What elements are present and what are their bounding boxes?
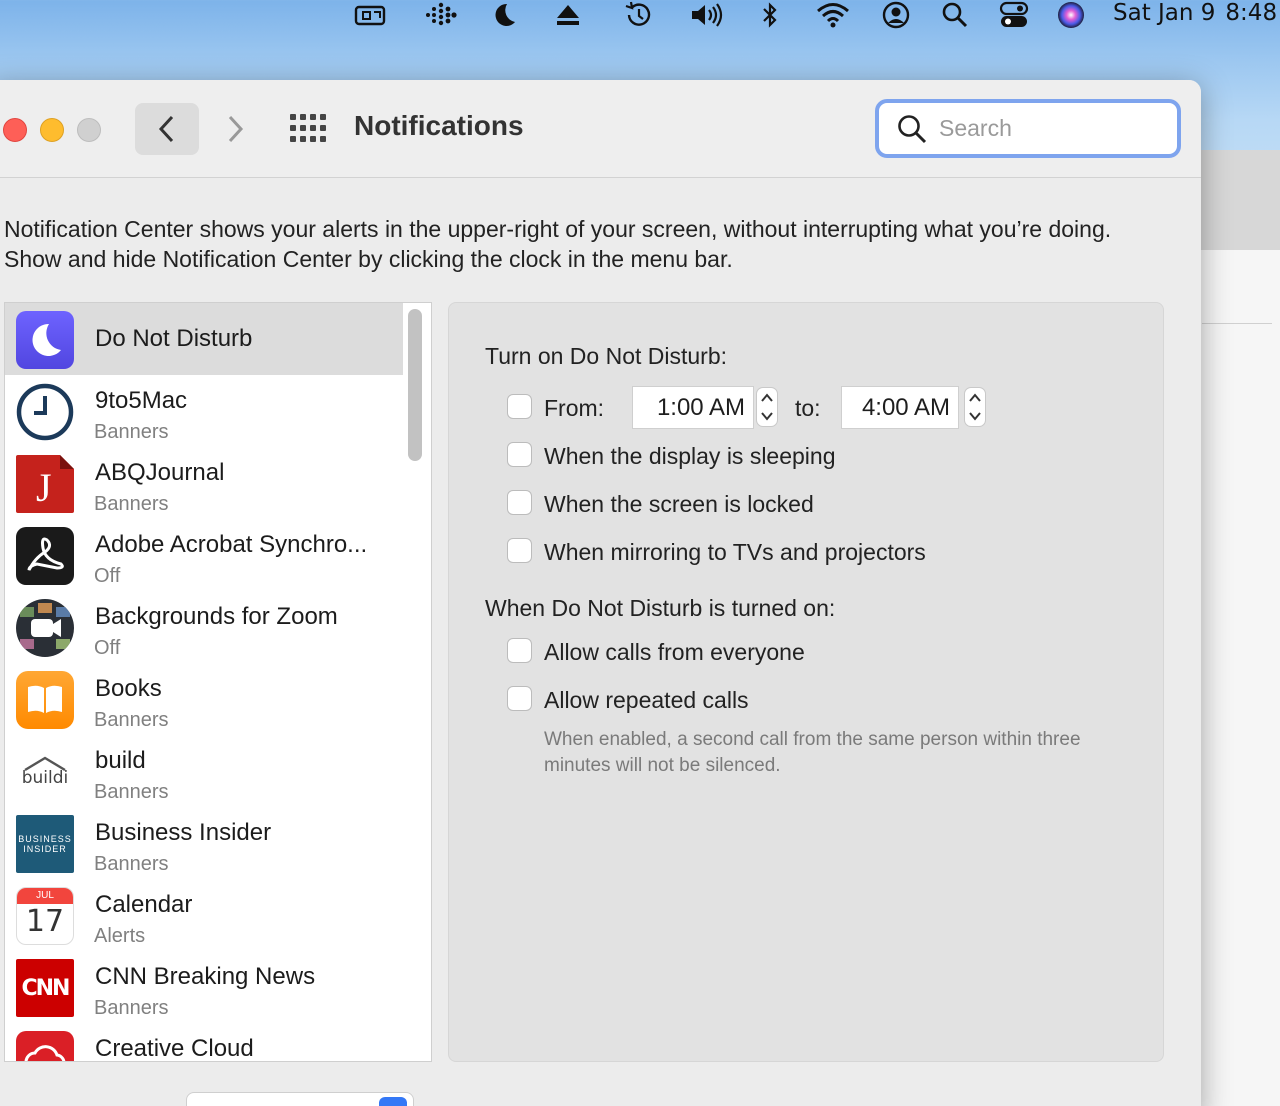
to-time-field[interactable]: 4:00 AM bbox=[841, 386, 959, 429]
build-icon bbox=[16, 743, 74, 801]
background-window-content bbox=[1190, 250, 1280, 1106]
notification-style: Banners bbox=[94, 421, 169, 443]
show-previews-popup[interactable] bbox=[186, 1092, 414, 1106]
background-window-divider bbox=[1202, 323, 1272, 324]
search-field[interactable] bbox=[875, 99, 1181, 158]
window-toolbar bbox=[0, 80, 1201, 178]
repeated-calls-note: When enabled, a second call from the same person within three minutes will not be silenced. bbox=[544, 729, 1081, 776]
notification-style: Banners bbox=[94, 493, 169, 515]
screen-mirroring-icon[interactable] bbox=[352, 0, 388, 30]
clock-icon bbox=[16, 383, 74, 441]
list-item[interactable] bbox=[5, 591, 403, 663]
calendar-icon bbox=[16, 887, 74, 945]
allow-calls-everyone-checkbox[interactable] bbox=[507, 638, 532, 663]
turn-on-heading: Turn on Do Not Disturb: bbox=[485, 343, 728, 369]
allow-calls-everyone-label: Allow calls from everyone bbox=[544, 639, 805, 665]
business-insider-logo-line-2: INSIDER bbox=[23, 844, 67, 854]
from-time-stepper[interactable] bbox=[756, 387, 778, 427]
abqjournal-icon bbox=[16, 455, 74, 513]
books-icon bbox=[16, 671, 74, 729]
screen-locked-label: When the screen is locked bbox=[544, 491, 814, 517]
app-name: build bbox=[95, 747, 146, 774]
business-insider-logo-line-1: BUSINESS bbox=[18, 834, 72, 844]
cnn-icon bbox=[16, 959, 74, 1017]
notification-style: Banners bbox=[94, 997, 169, 1019]
app-name: CNN Breaking News bbox=[95, 963, 316, 990]
list-item[interactable] bbox=[5, 807, 403, 879]
build-logo-text: buildi bbox=[21, 768, 69, 788]
notification-style: Banners bbox=[94, 781, 169, 803]
app-name: Creative Cloud bbox=[95, 1035, 254, 1062]
do-not-disturb-moon-icon[interactable] bbox=[489, 0, 519, 30]
turned-on-heading: When Do Not Disturb is turned on: bbox=[485, 595, 836, 621]
acrobat-icon bbox=[16, 527, 74, 585]
list-item-do-not-disturb[interactable] bbox=[5, 303, 403, 375]
volume-icon[interactable] bbox=[688, 0, 726, 30]
list-item[interactable] bbox=[5, 663, 403, 735]
zoom-button[interactable] bbox=[77, 118, 101, 142]
fitbit-icon[interactable] bbox=[422, 0, 460, 30]
moon-icon bbox=[16, 311, 74, 369]
background-window-toolbar bbox=[1190, 150, 1280, 250]
list-item[interactable] bbox=[5, 879, 403, 951]
menu-bar-time: 8:48 bbox=[1225, 0, 1278, 26]
screen-locked-checkbox[interactable] bbox=[507, 490, 532, 515]
notification-style: Off bbox=[94, 565, 121, 587]
list-item[interactable] bbox=[5, 735, 403, 807]
business-insider-icon bbox=[16, 815, 74, 873]
search-icon bbox=[897, 114, 927, 144]
mirroring-label: When mirroring to TVs and projectors bbox=[544, 539, 926, 565]
display-sleeping-checkbox[interactable] bbox=[507, 442, 532, 467]
app-name: 9to5Mac bbox=[95, 387, 188, 414]
creative-cloud-icon bbox=[16, 1031, 74, 1062]
schedule-checkbox[interactable] bbox=[507, 394, 532, 419]
calendar-day: 17 bbox=[25, 904, 65, 939]
minimize-button[interactable] bbox=[40, 118, 64, 142]
background-window bbox=[1190, 150, 1280, 1106]
do-not-disturb-settings bbox=[448, 302, 1164, 1062]
notification-style: Alerts bbox=[94, 925, 146, 947]
notification-center-description: Notification Center shows your alerts in the upper-right of your screen, without interrupting what you’re doing. Show and hide Notification Center by clicking the clock in the menu bar. bbox=[4, 216, 1112, 272]
user-icon[interactable] bbox=[881, 0, 911, 30]
time-machine-icon[interactable] bbox=[621, 0, 655, 30]
list-item[interactable] bbox=[5, 447, 403, 519]
bluetooth-icon[interactable] bbox=[758, 0, 782, 30]
forward-button[interactable] bbox=[203, 103, 267, 155]
show-all-grid-icon[interactable] bbox=[290, 114, 326, 144]
app-name: Books bbox=[95, 675, 162, 702]
list-item[interactable] bbox=[5, 951, 403, 1023]
chevron-down-icon bbox=[968, 412, 982, 421]
popup-arrows-icon bbox=[379, 1097, 407, 1106]
notification-style: Off bbox=[94, 637, 121, 659]
svg-text:J: J bbox=[36, 465, 52, 510]
app-name: Adobe Acrobat Synchro... bbox=[95, 531, 368, 558]
notification-style: Banners bbox=[94, 853, 169, 875]
app-list-scrollbar[interactable] bbox=[408, 309, 422, 461]
chevron-right-icon bbox=[225, 114, 245, 144]
list-item[interactable] bbox=[5, 375, 403, 447]
window-title: Notifications bbox=[354, 110, 524, 141]
eject-icon[interactable] bbox=[553, 0, 583, 30]
notification-style: Banners bbox=[94, 709, 169, 731]
search-input[interactable] bbox=[939, 115, 1159, 142]
cnn-logo-text: CNN bbox=[21, 975, 69, 1001]
notifications-preferences-window bbox=[0, 80, 1201, 1106]
app-name: Backgrounds for Zoom bbox=[95, 603, 338, 630]
app-list[interactable] bbox=[4, 302, 432, 1062]
wifi-icon[interactable] bbox=[814, 0, 852, 30]
from-label: From: bbox=[544, 395, 605, 421]
menu-bar-clock[interactable] bbox=[1113, 0, 1280, 26]
display-sleeping-label: When the display is sleeping bbox=[544, 443, 836, 469]
chevron-up-icon bbox=[760, 393, 774, 402]
list-item[interactable] bbox=[5, 1023, 403, 1062]
app-name: Calendar bbox=[95, 891, 193, 918]
control-center-icon[interactable] bbox=[998, 0, 1030, 30]
app-name: Do Not Disturb bbox=[95, 325, 253, 352]
app-name: Business Insider bbox=[95, 819, 272, 846]
app-name: ABQJournal bbox=[95, 459, 225, 486]
zoom-backgrounds-icon bbox=[16, 599, 74, 657]
chevron-up-icon bbox=[968, 393, 982, 402]
calendar-month: JUL bbox=[17, 888, 73, 904]
to-time-stepper[interactable] bbox=[964, 387, 986, 427]
to-label: to: bbox=[795, 395, 821, 421]
siri-icon[interactable] bbox=[1056, 0, 1086, 30]
close-button[interactable] bbox=[3, 118, 27, 142]
chevron-down-icon bbox=[760, 412, 774, 421]
allow-repeated-calls-label: Allow repeated calls bbox=[544, 687, 749, 713]
chevron-left-icon bbox=[157, 114, 177, 144]
menu-bar bbox=[0, 0, 1280, 34]
mirroring-checkbox[interactable] bbox=[507, 538, 532, 563]
from-time-field[interactable]: 1:00 AM bbox=[632, 386, 754, 429]
back-button[interactable] bbox=[135, 103, 199, 155]
allow-repeated-calls-checkbox[interactable] bbox=[507, 686, 532, 711]
spotlight-search-icon[interactable] bbox=[940, 0, 970, 30]
list-item[interactable] bbox=[5, 519, 403, 591]
menu-bar-date: Sat Jan 9 bbox=[1113, 0, 1216, 26]
